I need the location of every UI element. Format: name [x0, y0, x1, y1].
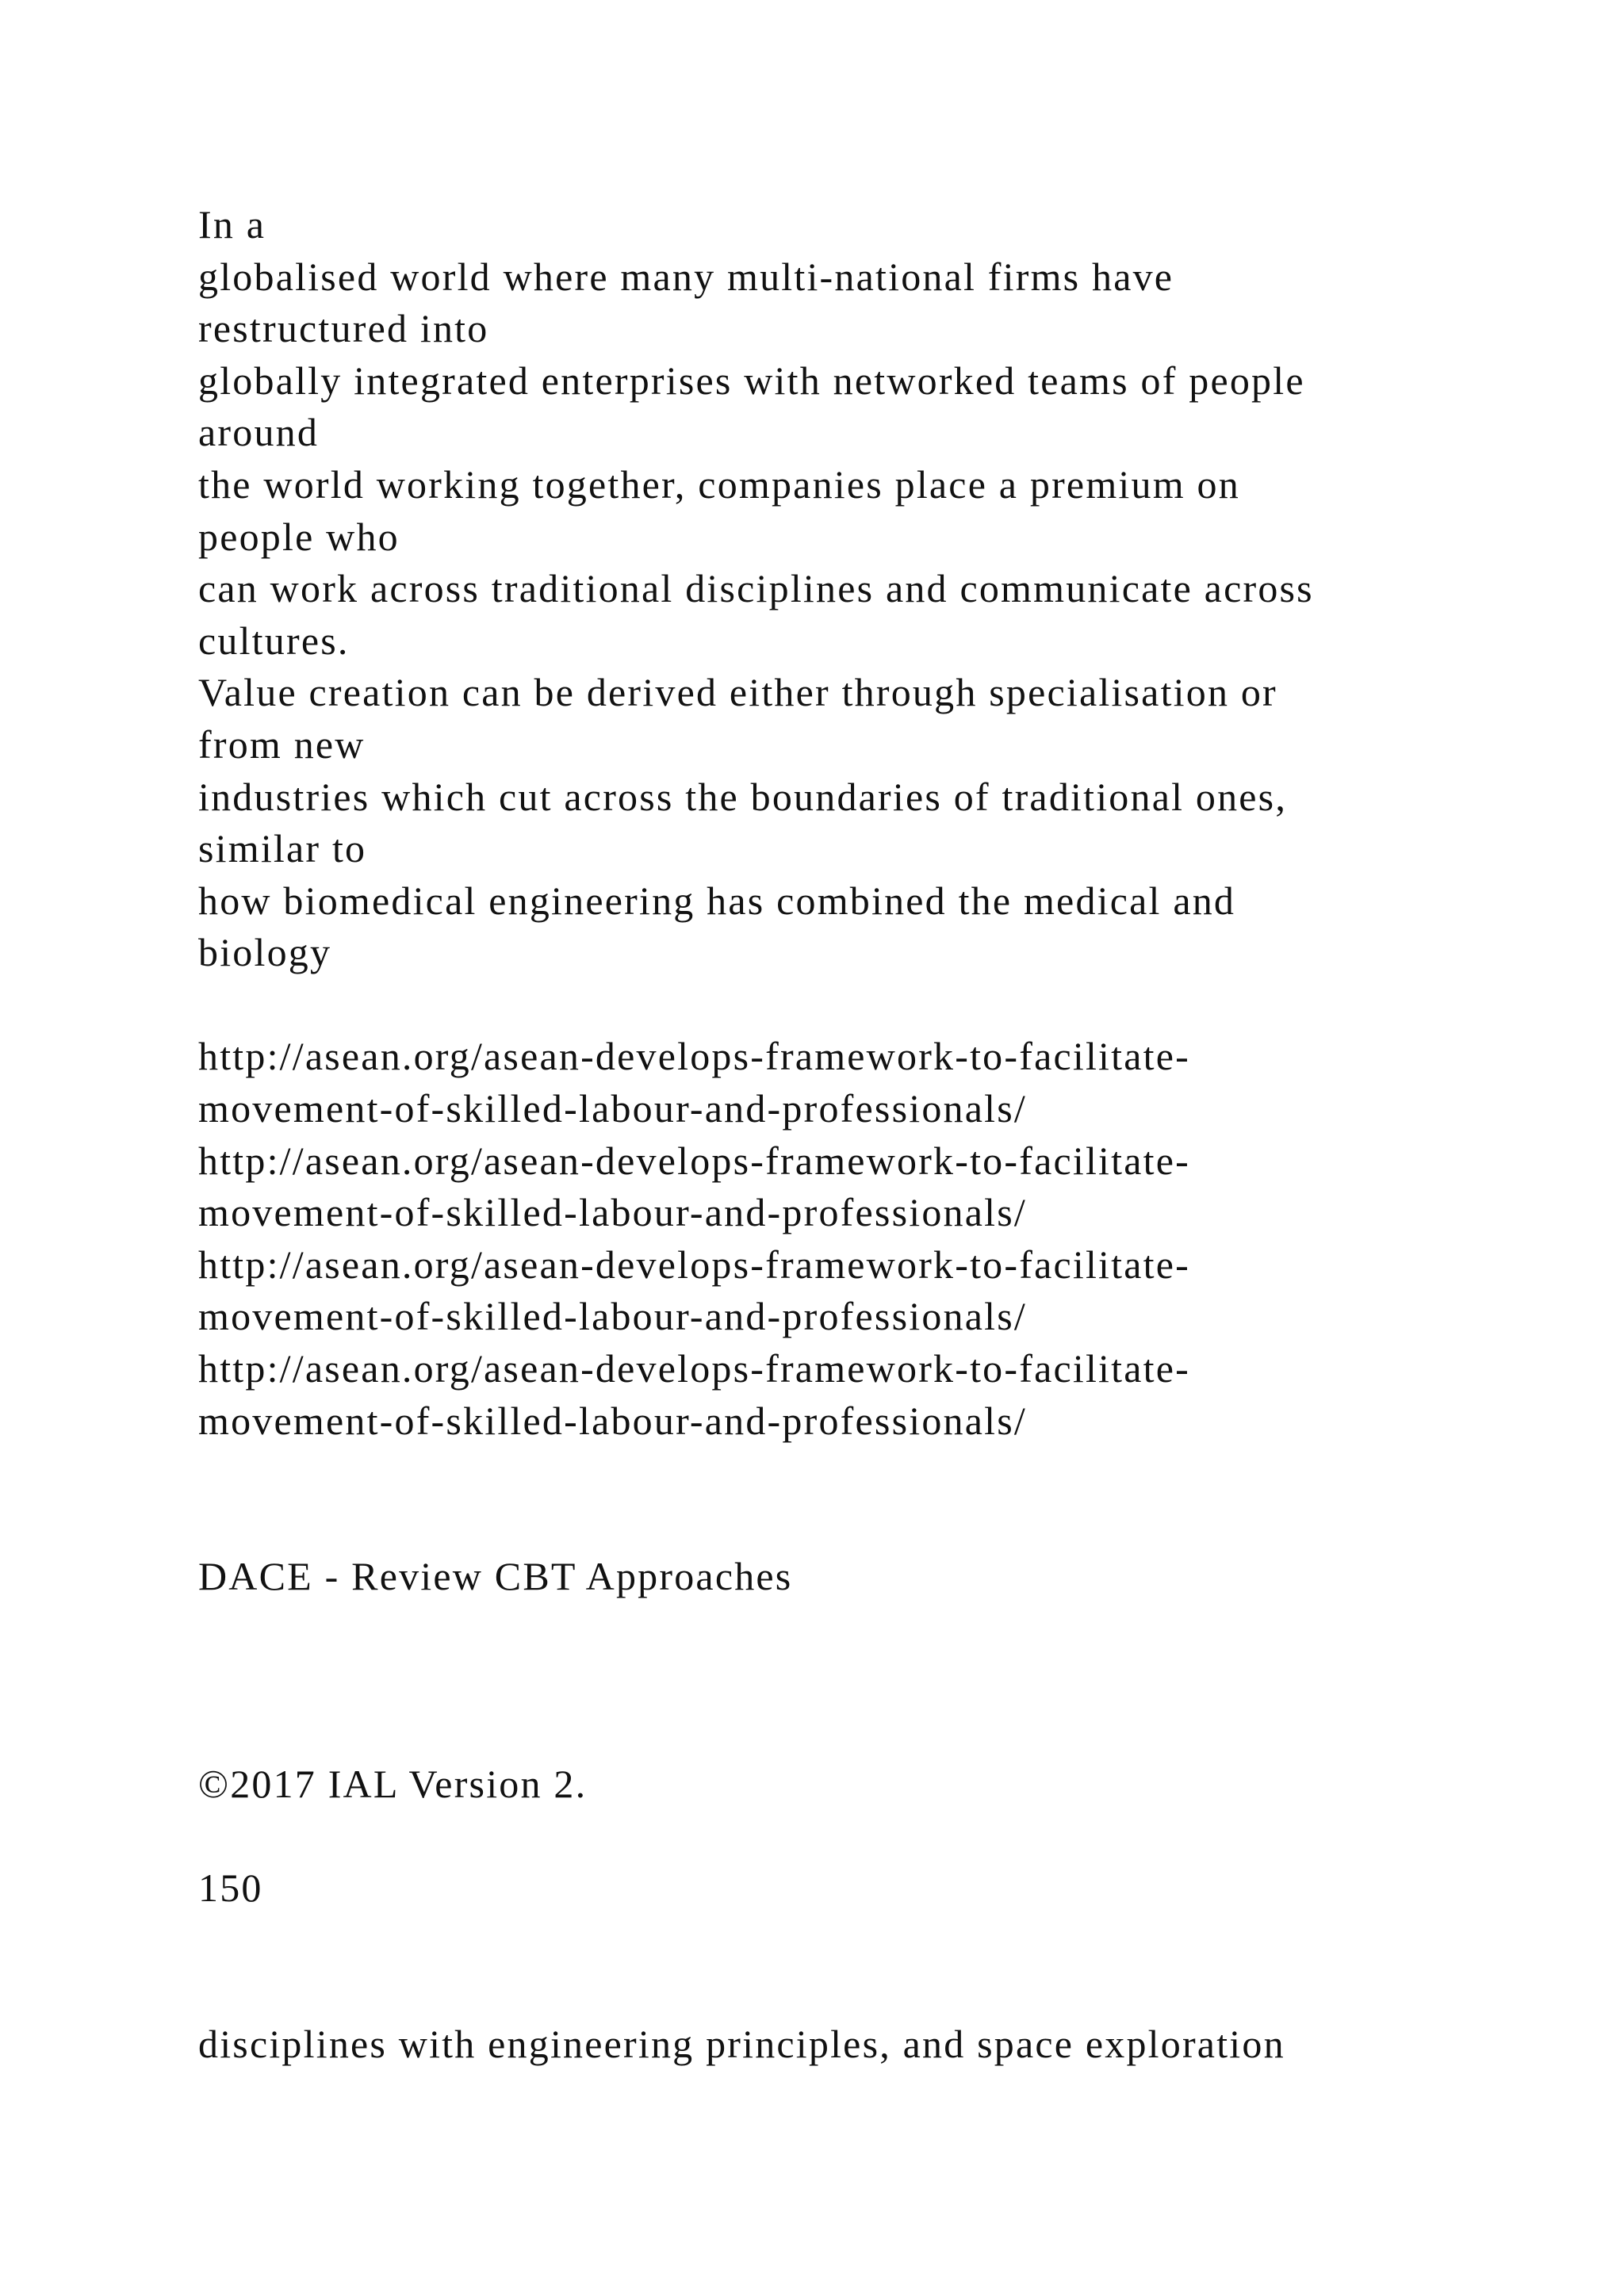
- url-line: http://asean.org/asean-develops-framework-to-facilitate-: [198, 1346, 1190, 1391]
- paragraph-line: similar to: [198, 826, 367, 871]
- paragraph-line: how biomedical engineering has combined the medical and: [198, 878, 1236, 923]
- paragraph-line: industries which cut across the boundaries of traditional ones,: [198, 775, 1288, 819]
- paragraph-line: In a: [198, 202, 266, 247]
- copyright-notice: ©2017 IAL Version 2.: [198, 1762, 588, 1806]
- url-line: http://asean.org/asean-develops-framework-to-facilitate-: [198, 1242, 1190, 1287]
- paragraph-line: Value creation can be derived either through specialisation or: [198, 670, 1277, 714]
- url-line: movement-of-skilled-labour-and-professionals/: [198, 1086, 1027, 1131]
- paragraph-line: restructured into: [198, 306, 489, 350]
- paragraph-line: the world working together, companies place a premium on: [198, 462, 1240, 507]
- footer-title: DACE - Review CBT Approaches: [198, 1554, 793, 1598]
- url-line: http://asean.org/asean-develops-framework-to-facilitate-: [198, 1034, 1190, 1078]
- paragraph-line: cultures.: [198, 618, 350, 663]
- paragraph-line: people who: [198, 515, 400, 559]
- paragraph-line: can work across traditional disciplines and communicate across: [198, 566, 1314, 610]
- paragraph-line: globally integrated enterprises with networked teams of people: [198, 358, 1305, 403]
- paragraph-line: globalised world where many multi-national firms have: [198, 254, 1174, 299]
- continuation-text: disciplines with engineering principles, and space exploration: [198, 2022, 1285, 2066]
- url-line: movement-of-skilled-labour-and-professionals/: [198, 1294, 1027, 1338]
- paragraph-line: biology: [198, 930, 332, 974]
- url-line: movement-of-skilled-labour-and-professionals/: [198, 1399, 1027, 1443]
- url-line: http://asean.org/asean-develops-framework-to-facilitate-: [198, 1138, 1190, 1183]
- paragraph-line: from new: [198, 722, 366, 767]
- page-number: 150: [198, 1866, 263, 1910]
- url-line: movement-of-skilled-labour-and-professionals/: [198, 1190, 1027, 1234]
- paragraph-line: around: [198, 410, 320, 454]
